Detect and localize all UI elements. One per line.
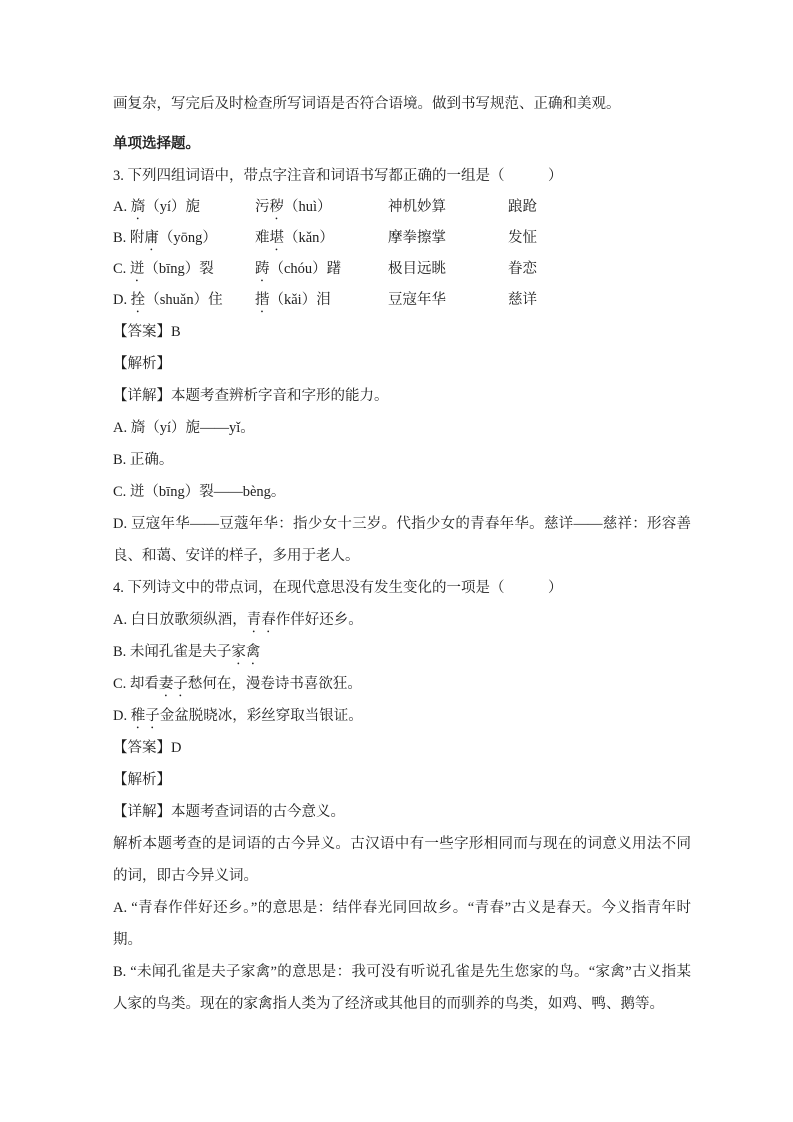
q3-detail — [113, 380, 691, 412]
emphasis-dotted-text: 妻子 — [158, 676, 188, 692]
q3-option-c-col2 — [255, 254, 388, 285]
document-content — [113, 88, 691, 1020]
text-run: （yōng） — [158, 230, 217, 246]
q3-answer — [113, 316, 691, 348]
text-run: （huì） — [284, 199, 332, 215]
text-run: 【答案】B — [113, 324, 181, 340]
text-run: 【详解】本题考查辨析字音和字形的能力。 — [113, 388, 389, 404]
text-run: （chóu）躇 — [269, 261, 342, 277]
q3-option-a-col2 — [255, 192, 388, 223]
text-run: 解析本题考查的是词语的古今异义。古汉语中有一些字形相同而与现在的词意义用法不同的词，即古今异义词。 — [113, 836, 691, 884]
q3-option-b-col3 — [388, 223, 508, 254]
q3-explain-d — [113, 508, 691, 572]
text-run: A. 白日放歌须纵酒， — [113, 612, 247, 628]
text-run: 画复杂，写完后及时检查所写词语是否符合语境。做到书写规范、正确和美观。 — [113, 96, 621, 112]
q3-option-c-col3 — [388, 254, 508, 285]
text-run: （kǎn） — [284, 230, 334, 246]
text-run: B. 正确。 — [113, 452, 174, 468]
section-heading — [113, 128, 691, 160]
text-run: 【解析】 — [113, 356, 171, 372]
text-run: 愁何在，漫卷诗书喜欲狂。 — [187, 676, 362, 692]
emphasis-dotted-text: 揩 — [255, 292, 270, 308]
text-run: 4. 下列诗文中的带点词，在现代意思没有发生变化的一项是（ ） — [113, 580, 563, 596]
text-run: （bīng）裂 — [144, 261, 214, 277]
q3-option-c-col1 — [113, 254, 255, 285]
q3-option-d-col4 — [508, 285, 691, 316]
text-run: （shuǎn）住 — [145, 292, 223, 308]
q3-explain-b — [113, 444, 691, 476]
emphasis-dotted-text: 秽 — [269, 199, 284, 215]
text-run: （kǎi）泪 — [269, 292, 331, 308]
text-run: 【解析】 — [113, 772, 171, 788]
q3-option-d-col2 — [255, 285, 388, 316]
text-run: 作伴好还乡。 — [275, 612, 363, 628]
q3-option-d-col3 — [388, 285, 508, 316]
emphasis-dotted-text: 迸 — [129, 261, 145, 277]
q4-explain-a — [113, 892, 691, 956]
q3-option-d — [113, 285, 691, 316]
emphasis-dotted-text: 堪 — [269, 230, 284, 246]
q4-option-a — [113, 604, 691, 636]
text-run: C. 却看 — [113, 676, 159, 692]
q3-option-a — [113, 192, 691, 223]
text-run: 3. 下列四组词语中，带点字注音和词语书写都正确的一组是（ ） — [113, 168, 563, 184]
text-run: 豆寇年华 — [388, 292, 446, 308]
q3-option-b-col1 — [113, 223, 255, 254]
text-run: 眷恋 — [508, 261, 537, 277]
text-run: B. “未闻孔雀是夫子家禽”的意思是：我可没有听说孔雀是先生您家的鸟。“家禽”古义指某人家的鸟类。现在的家禽指人类为了经济或其他目的而驯养的鸟类，如鸡、鸭、鹅等。 — [113, 964, 691, 1012]
q3-option-c-col4 — [508, 254, 691, 285]
text-run: 单项选择题。 — [113, 136, 200, 152]
q3-analysis-label — [113, 348, 691, 380]
q4-analysis-label — [113, 764, 691, 796]
q3-option-d-col1 — [113, 285, 255, 316]
emphasis-dotted-text: 拴 — [130, 292, 146, 308]
text-run: B. 未闻孔雀是夫子 — [113, 644, 232, 660]
text-run: D. — [113, 292, 131, 308]
text-run: （yí）旎 — [145, 199, 201, 215]
q4-option-d — [113, 700, 691, 732]
text-run: 神机妙算 — [388, 199, 446, 215]
text-run: C. — [113, 261, 130, 277]
text-run: 难 — [255, 230, 270, 246]
text-run: D. — [113, 708, 131, 724]
q3-option-b — [113, 223, 691, 254]
text-run: A. — [113, 199, 131, 215]
q4-explain-b — [113, 956, 691, 1020]
q3-stem — [113, 160, 691, 192]
q3-option-b-col2 — [255, 223, 388, 254]
q3-option-a-col1 — [113, 192, 255, 223]
text-run: C. 迸（bīng）裂——bèng。 — [113, 484, 286, 500]
text-run: A. 旖（yí）旎——yǐ。 — [113, 420, 255, 436]
text-run: 摩拳擦掌 — [388, 230, 446, 246]
q4-explain-intro — [113, 828, 691, 892]
intro-line — [113, 88, 691, 120]
text-run: 金盆脱晓冰，彩丝穿取当银证。 — [159, 708, 363, 724]
q3-option-a-col4 — [508, 192, 691, 223]
emphasis-dotted-text: 稚子 — [130, 708, 160, 724]
q4-stem — [113, 572, 691, 604]
q4-answer — [113, 732, 691, 764]
text-run: 发怔 — [508, 230, 537, 246]
emphasis-dotted-text: 旖 — [130, 199, 146, 215]
text-run: A. “青春作伴好还乡。”的意思是：结伴春光同回故乡。“青春”古义是春天。今义指青年时期。 — [113, 900, 691, 948]
q3-explain-a — [113, 412, 691, 444]
text-run: D. 豆寇年华——豆蔻年华：指少女十三岁。代指少女的青春年华。慈详——慈祥：形容善良、和蔼、安详的样子，多用于老人。 — [113, 516, 691, 564]
emphasis-dotted-text: 青春 — [246, 612, 276, 628]
emphasis-dotted-text: 庸 — [144, 230, 159, 246]
q4-option-b — [113, 636, 691, 668]
text-run: 【详解】本题考查词语的古今意义。 — [113, 804, 345, 820]
emphasis-dotted-text: 踌 — [255, 261, 270, 277]
text-run: 污 — [255, 199, 270, 215]
q4-option-c — [113, 668, 691, 700]
text-run: B. 附 — [113, 230, 145, 246]
text-run: 极目远眺 — [388, 261, 446, 277]
emphasis-dotted-text: 家禽 — [231, 644, 261, 660]
q3-option-c — [113, 254, 691, 285]
q3-explain-c — [113, 476, 691, 508]
q4-detail — [113, 796, 691, 828]
text-run: 慈详 — [508, 292, 537, 308]
q3-option-a-col3 — [388, 192, 508, 223]
text-run: 【答案】D — [113, 740, 182, 756]
q3-option-b-col4 — [508, 223, 691, 254]
text-run: 踉跄 — [508, 199, 537, 215]
